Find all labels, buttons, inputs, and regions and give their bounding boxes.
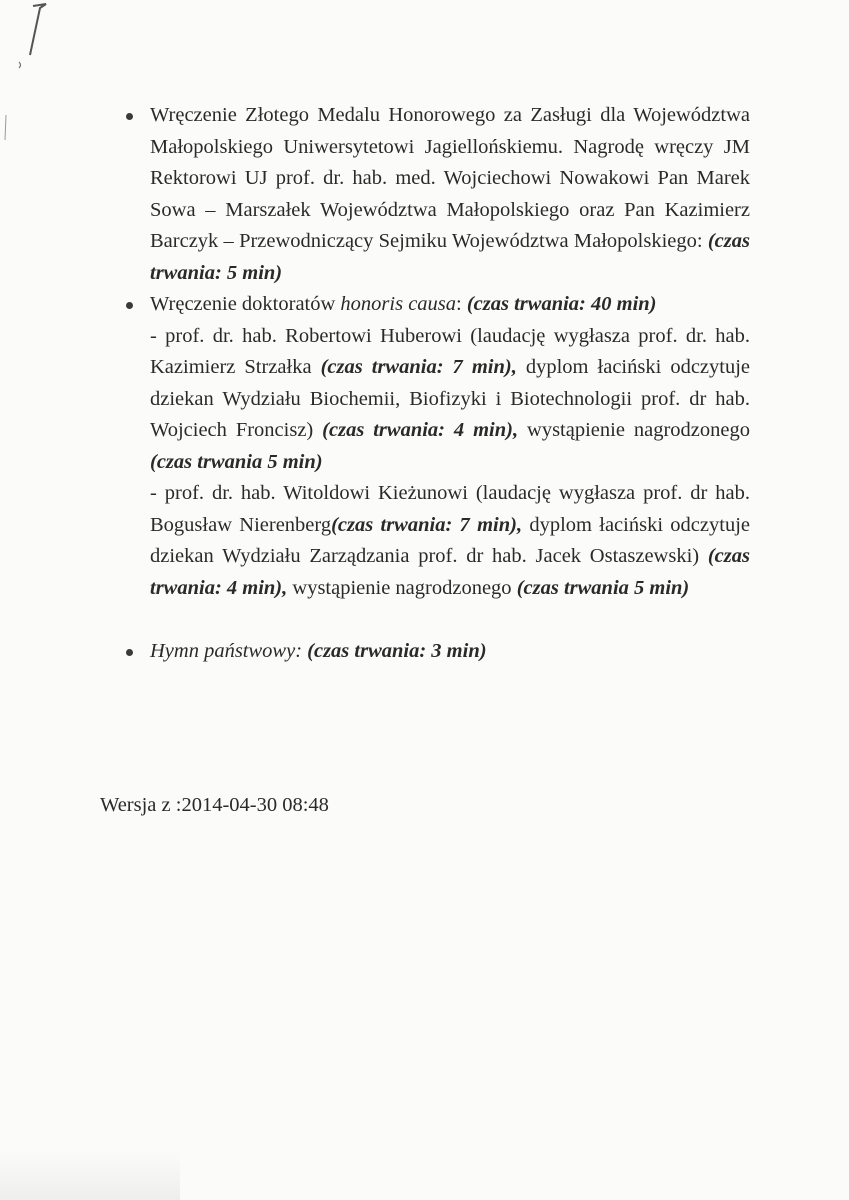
sub-duration: (czas trwania: 7 min), bbox=[320, 356, 517, 378]
sub-text: - prof. dr. hab. Robertowi Huberowi (laudację wygłasza prof. dr. hab. Kazimierz Strzałka bbox=[150, 324, 750, 378]
sub-duration: (czas trwania 5 min) bbox=[150, 450, 323, 473]
item-intro: Wręczenie doktoratów bbox=[150, 293, 341, 315]
version-line: Wersja z :2014-04-30 08:48 bbox=[100, 794, 329, 816]
sub-text: dyplom łaciński odczytuje dziekan Wydziału Biochemii, Biofizyki i Biotechnologii prof. dr hab. Wojciech Froncisz) bbox=[150, 356, 751, 441]
item-intro-italic: Hymn państwowy: bbox=[150, 640, 303, 662]
scan-edge-shadow bbox=[0, 1150, 180, 1200]
sub-item-huber bbox=[150, 321, 750, 479]
sub-text: dyplom łaciński odczytuje dziekan Wydziału Zarządzania prof. dr hab. Jacek Ostaszewski) bbox=[150, 513, 750, 567]
agenda-list bbox=[120, 100, 750, 668]
list-item bbox=[120, 289, 750, 604]
sub-text: - prof. dr. hab. Witoldowi Kieżunowi (laudację wygłasza prof. dr hab. Bogusław Nierenberg bbox=[150, 482, 750, 536]
document-body bbox=[120, 100, 750, 668]
sub-duration: (czas trwania: 4 min), bbox=[322, 419, 519, 441]
sub-duration: (czas trwania: 7 min), bbox=[331, 513, 523, 536]
item-intro-italic: honoris causa bbox=[340, 293, 457, 315]
sub-duration: (czas trwania: 4 min), bbox=[150, 545, 750, 599]
list-item bbox=[120, 100, 750, 289]
sub-text: wystąpienie nagrodzonego bbox=[518, 419, 750, 441]
item-duration: (czas trwania: 40 min) bbox=[466, 293, 657, 315]
item-duration: (czas trwania: 3 min) bbox=[307, 640, 487, 662]
sub-item-kiezun bbox=[150, 478, 750, 604]
item-text: Wręczenie Złotego Medalu Honorowego za Zasługi dla Województwa Małopolskiego Uniwersytetowi Jagiellońskiemu. Nagrodę wręczy JM Rektorowi UJ prof. dr. hab. med. Wojciechowi Nowakowi Pan Marek Sowa – Marszałek Województwa Małopolskiego oraz Pan Kazimierz Barczyk – Przewodniczący Sejmiku Województwa Małopolskiego: bbox=[150, 104, 750, 252]
item-duration: (czas trwania: 5 min) bbox=[150, 230, 750, 284]
sub-text: wystąpienie nagrodzonego bbox=[287, 576, 517, 599]
item-intro-colon: : bbox=[456, 293, 467, 315]
scan-pen-mark bbox=[0, 0, 60, 140]
list-item bbox=[120, 636, 750, 668]
sub-duration: (czas trwania 5 min) bbox=[516, 576, 690, 599]
